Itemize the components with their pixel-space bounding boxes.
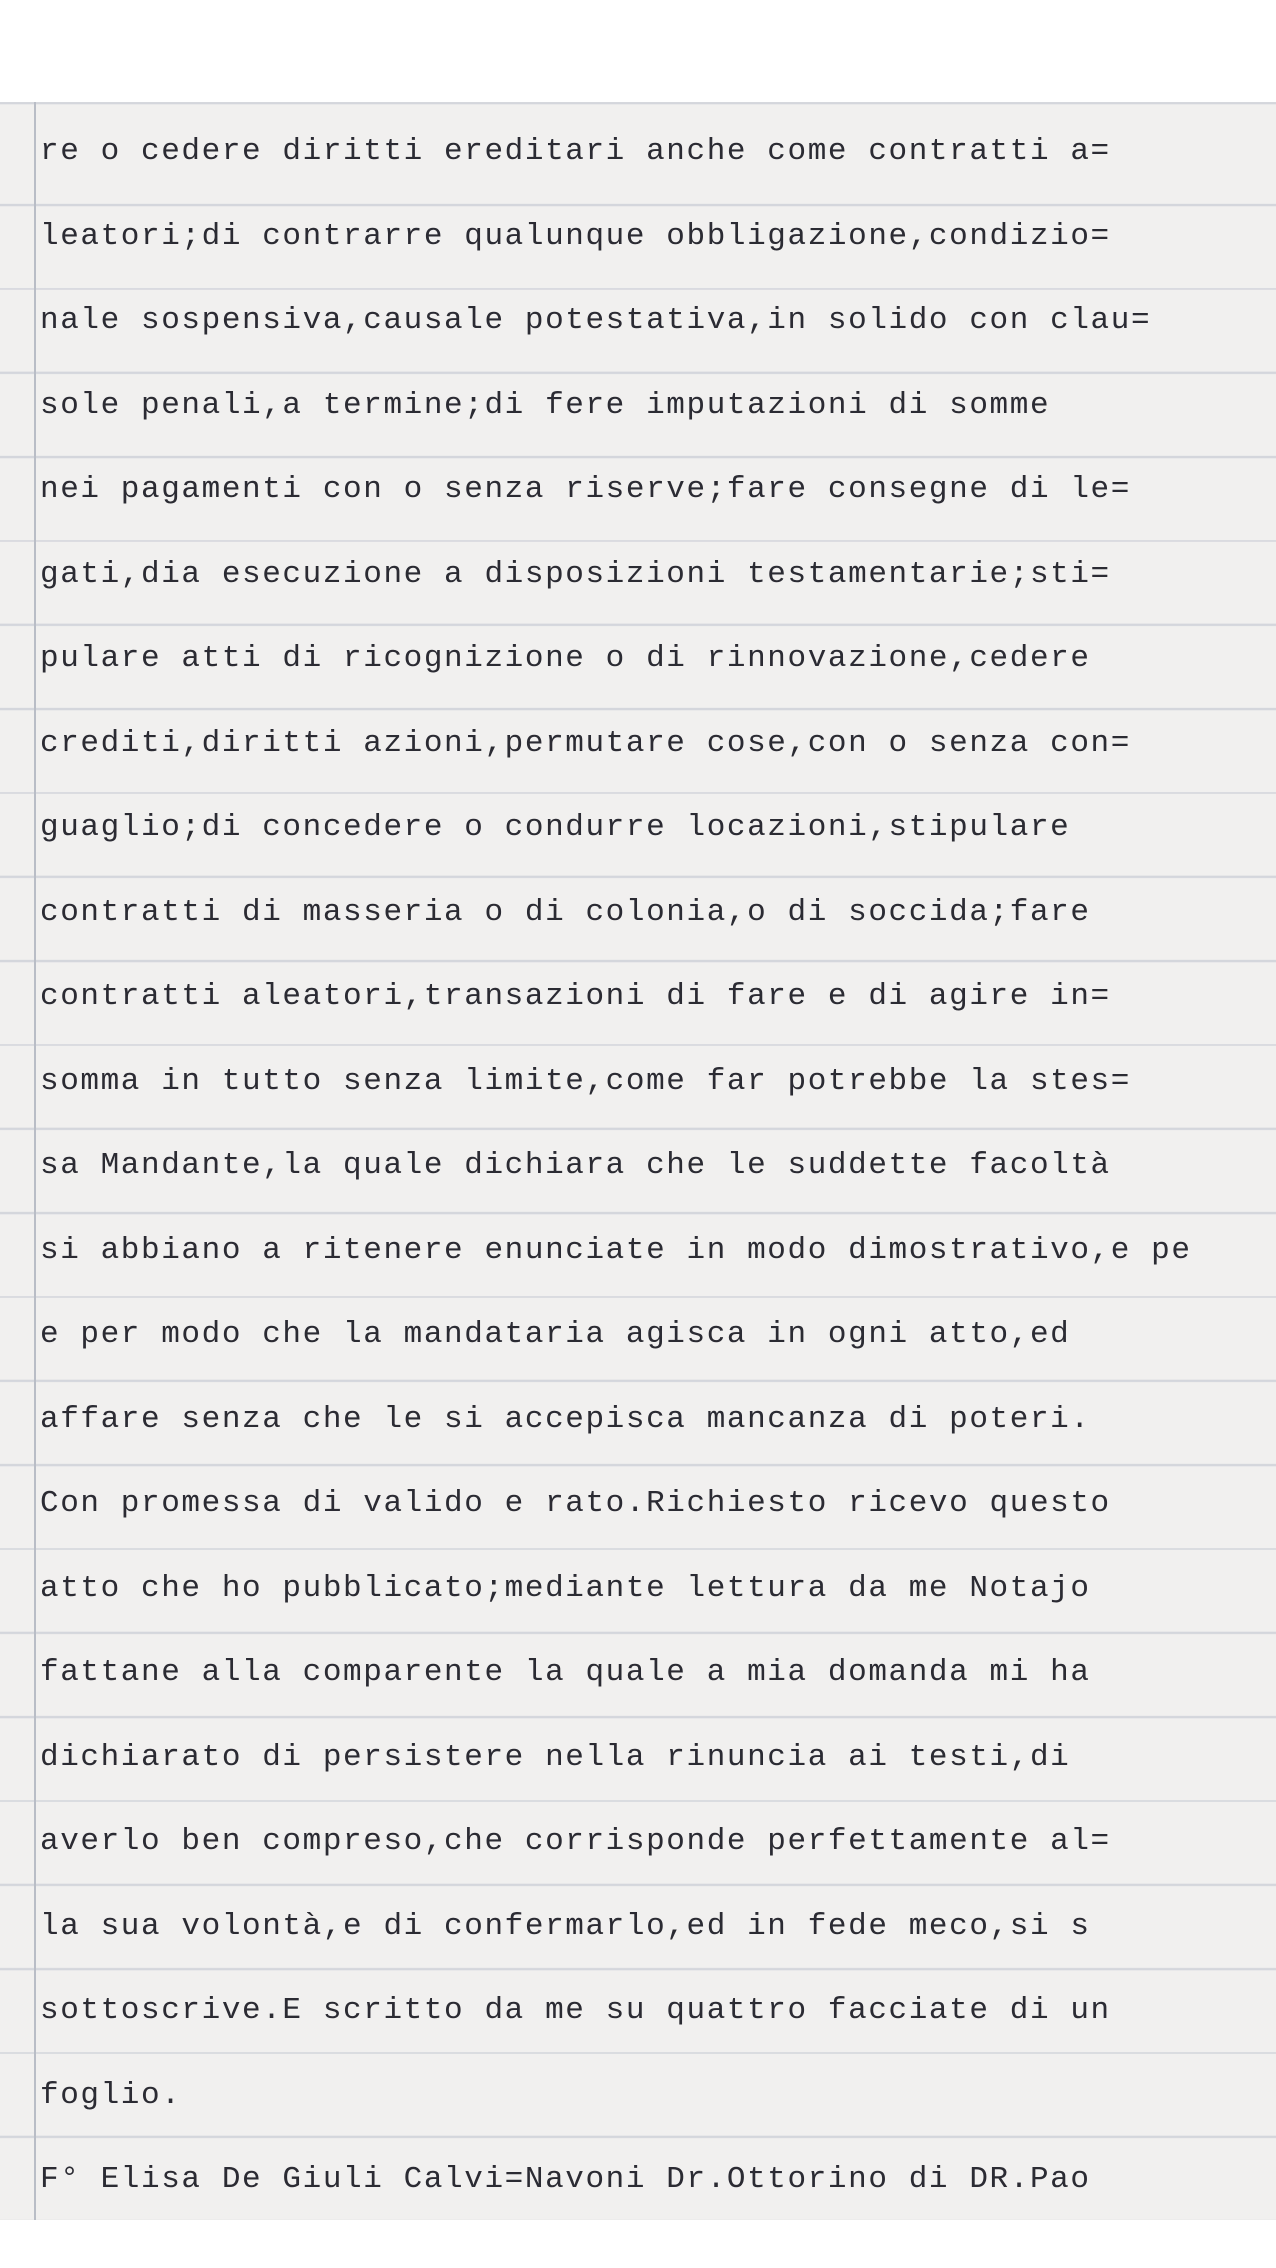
text-line-3: nale sospensiva,causale potestativa,in solido con clau= <box>40 303 1152 338</box>
text-line-20: dichiarato di persistere nella rinuncia ai testi,di <box>40 1739 1071 1775</box>
text-line-14: si abbiano a ritenere enunciate in modo dimostrativo,e pe <box>40 1232 1192 1268</box>
text-line-13: sa Mandante,la quale dichiara che le suddette facoltà <box>40 1148 1111 1183</box>
text-line-16: affare senza che le si accepisca mancanza di poteri. <box>40 1401 1091 1437</box>
text-line-23: sottoscrive.E scritto da me su quattro facciate di un <box>40 1993 1111 2028</box>
text-line-15: e per modo che la mandataria agisca in ogni atto,ed <box>40 1317 1071 1352</box>
text-line-4: sole penali,a termine;di fere imputazioni di somme <box>40 387 1051 423</box>
text-line-21: averlo ben compreso,che corrisponde perfettamente al= <box>40 1824 1111 1859</box>
text-line-24: foglio. <box>40 2077 182 2113</box>
text-line-9: guaglio;di concedere o condurre locazioni,stipulare <box>40 810 1071 845</box>
text-line-17: Con promessa di valido e rato.Richiesto ricevo questo <box>40 1486 1111 1521</box>
text-line-25: F° Elisa De Giuli Calvi=Navoni Dr.Ottorino di DR.Pao <box>40 2162 1091 2197</box>
margin-rule <box>34 102 36 2220</box>
text-line-18: atto che ho pubblicato;mediante lettura da me Notajo <box>40 1570 1091 1606</box>
text-line-1: re o cedere diritti ereditari anche come contratti a= <box>40 134 1111 169</box>
text-line-22: la sua volontà,e di confermarlo,ed in fede meco,si s <box>40 1908 1091 1944</box>
text-line-10: contratti di masseria o di colonia,o di soccida;fare <box>40 894 1091 930</box>
text-line-19: fattane alla comparente la quale a mia domanda mi ha <box>40 1655 1091 1690</box>
document-page <box>0 102 1276 2220</box>
text-line-11: contratti aleatori,transazioni di fare e di agire in= <box>40 979 1111 1014</box>
text-line-8: crediti,diritti azioni,permutare cose,con o senza con= <box>40 725 1131 761</box>
text-line-6: gati,dia esecuzione a disposizioni testamentarie;sti= <box>40 556 1111 592</box>
text-line-7: pulare atti di ricognizione o di rinnovazione,cedere <box>40 641 1091 676</box>
typed-text <box>40 110 1276 2220</box>
text-line-5: nei pagamenti con o senza riserve;fare consegne di le= <box>40 472 1131 507</box>
text-line-12: somma in tutto senza limite,come far potrebbe la stes= <box>40 1063 1131 1099</box>
text-line-2: leatori;di contrarre qualunque obbligazione,condizio= <box>40 218 1111 254</box>
